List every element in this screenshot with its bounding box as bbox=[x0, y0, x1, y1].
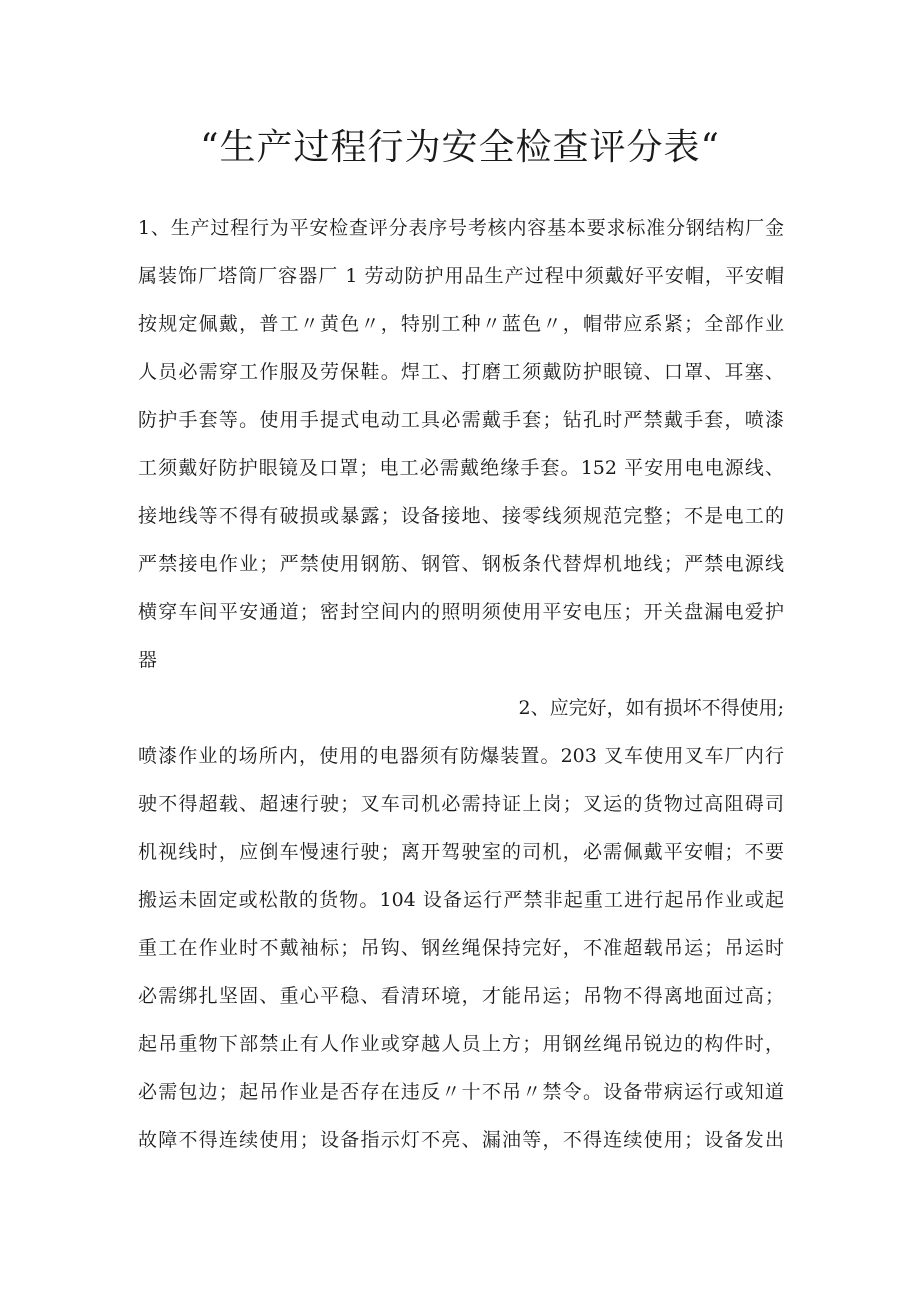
document-body bbox=[138, 204, 784, 1164]
text-line: 重工在作业时不戴袖标；吊钩、钢丝绳保持完好，不准超载吊运；吊运时 bbox=[138, 937, 784, 959]
text-line: 机视线时，应倒车慢速行驶；离开驾驶室的司机，必需佩戴平安帽；不要 bbox=[138, 841, 784, 863]
text-line: 器 bbox=[138, 649, 158, 671]
text-line: 防护手套等。使用手提式电动工具必需戴手套；钻孔时严禁戴手套，喷漆 bbox=[138, 409, 784, 431]
text-line: 横穿车间平安通道；密封空间内的照明须使用平安电压；开关盘漏电爱护 bbox=[138, 601, 784, 623]
text-line: 起吊重物下部禁止有人作业或穿越人员上方；用钢丝绳吊锐边的构件时， bbox=[138, 1033, 784, 1055]
text-line: 驶不得超载、超速行驶；叉车司机必需持证上岗；叉运的货物过高阻碍司 bbox=[138, 793, 784, 815]
text-line: 接地线等不得有破损或暴露；设备接地、接零线须规范完整；不是电工的 bbox=[138, 505, 784, 527]
text-line: 必需绑扎坚固、重心平稳、看清环境，才能吊运；吊物不得离地面过高； bbox=[138, 985, 784, 1007]
section-heading: 2、应完好，如有损坏不得使用; bbox=[518, 697, 784, 719]
text-line: 搬运未固定或松散的货物。104 设备运行严禁非起重工进行起吊作业或起 bbox=[138, 889, 784, 911]
text-line: 属装饰厂塔筒厂容器厂 1 劳动防护用品生产过程中须戴好平安帽，平安帽 bbox=[138, 265, 784, 287]
text-line: 1、生产过程行为平安检查评分表序号考核内容基本要求标准分钢结构厂金 bbox=[138, 217, 784, 239]
text-line: 严禁接电作业；严禁使用钢筋、钢管、钢板条代替焊机地线；严禁电源线 bbox=[138, 553, 784, 575]
text-line: 喷漆作业的场所内，使用的电器须有防爆装置。203 叉车使用叉车厂内行 bbox=[138, 745, 784, 767]
text-line: 工须戴好防护眼镜及口罩；电工必需戴绝缘手套。152 平安用电电源线、 bbox=[138, 457, 784, 479]
text-line: 故障不得连续使用；设备指示灯不亮、漏油等，不得连续使用；设备发出 bbox=[138, 1129, 784, 1151]
text-line: 按规定佩戴，普工〃黄色〃，特别工种〃蓝色〃，帽带应系紧；全部作业 bbox=[138, 313, 784, 335]
text-line: 必需包边；起吊作业是否存在违反〃十不吊〃禁令。设备带病运行或知道 bbox=[138, 1081, 784, 1103]
text-line: 人员必需穿工作服及劳保鞋。焊工、打磨工须戴防护眼镜、口罩、耳塞、 bbox=[138, 361, 784, 383]
document-title: “生产过程行为安全检查评分表“ bbox=[200, 127, 720, 168]
